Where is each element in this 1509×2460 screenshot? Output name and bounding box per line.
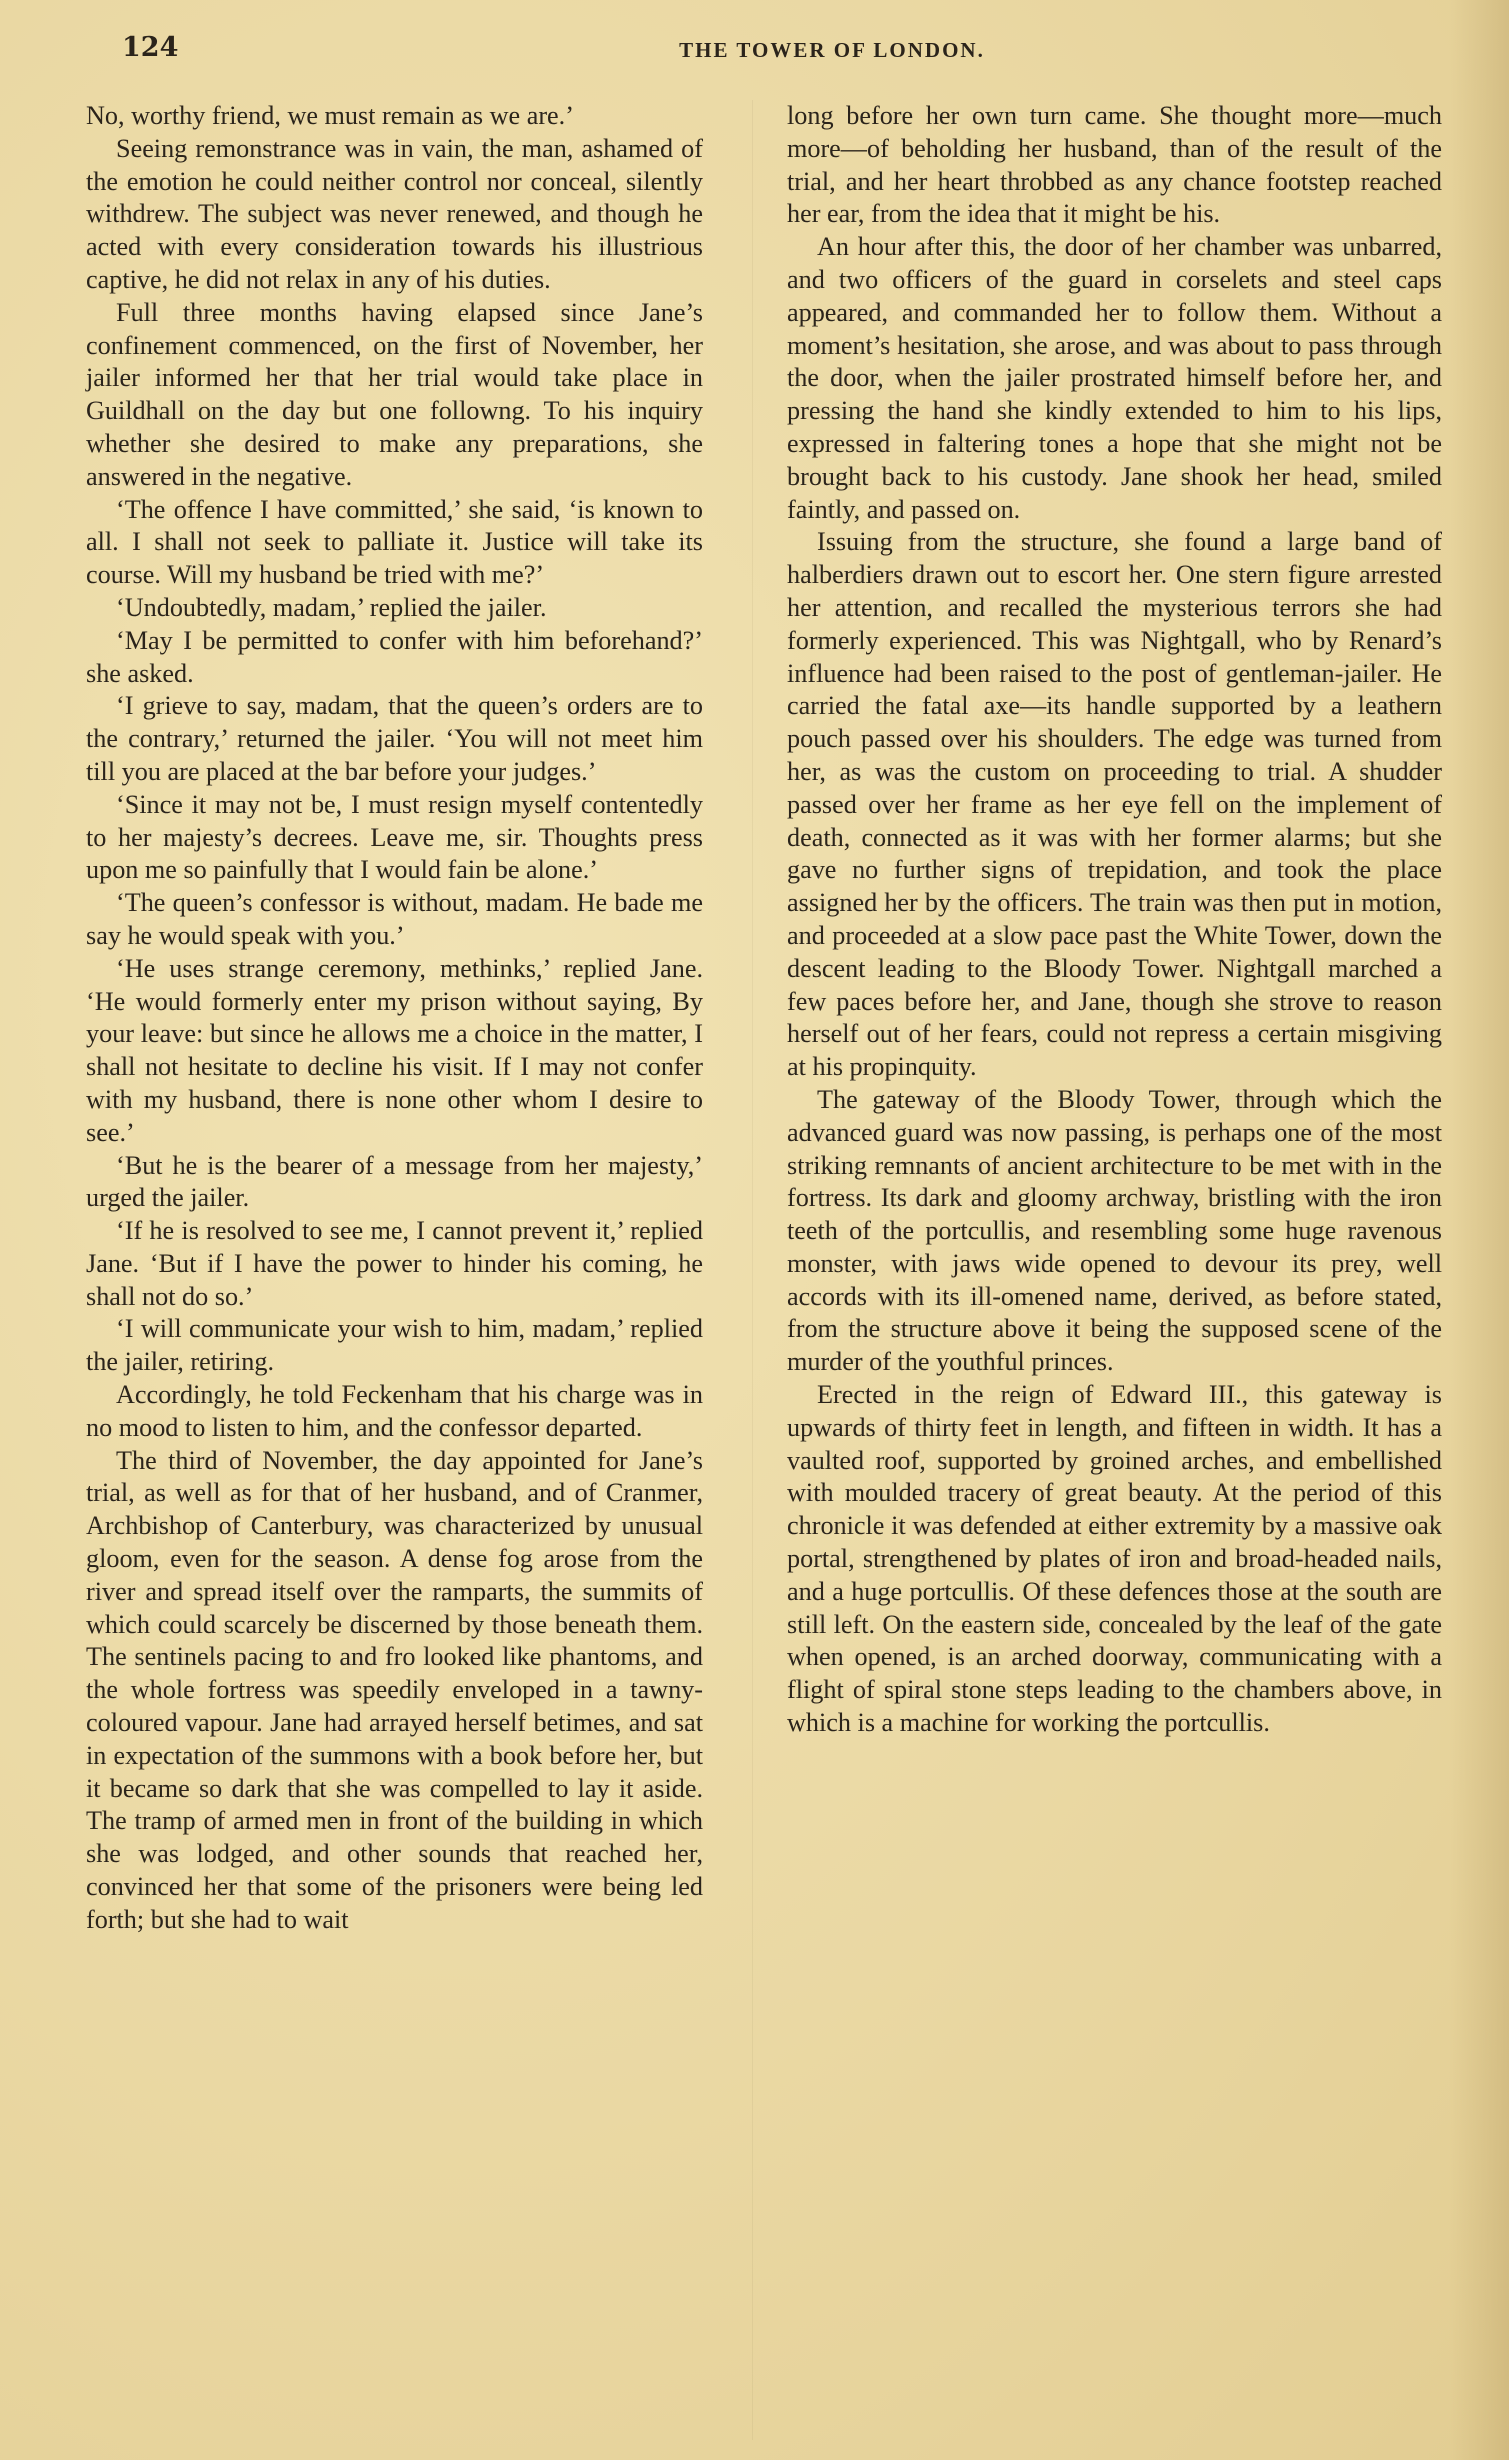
paragraph: ‘I will communicate your wish to him, madam,’ replied the jailer, retiring.	[86, 1314, 703, 1377]
paragraph: The gateway of the Bloody Tower, through which the advanced guard was now passing, is perhaps one of the most striking remnants of ancient architecture to be met with in the fortress. Its dark and gloomy archway, bristling with the iron teeth of the portcullis, and resembling some huge ravenous monster, with jaws wide opened to devour its prey, well accords with its ill-omened name, derived, as before stated, from the structure above it being the supposed scene of the murder of the youthful princes.	[787, 1084, 1442, 1377]
page-number: 124	[122, 32, 179, 63]
paragraph: The third of November, the day appointed for Jane’s trial, as well as for that of her husband, and of Cranmer, Archbishop of Canterbury, was characterized by unusual gloom, even for the season. A dense fog arose from the river and spread itself over the ramparts, the summits of which could scarcely be discerned by those beneath them. The sentinels pacing to and fro looked like phantoms, and the whole fortress was speedily enveloped in a tawny-coloured vapour. Jane had arrayed herself betimes, and sat in expectation of the summons with a book before her, but it became so dark that she was compelled to lay it aside. The tramp of armed men in front of the building in which she was lodged, and other sounds that reached her, convinced her that some of the prisoners were being led forth; but she had to wait	[86, 1445, 703, 1934]
paragraph: Seeing remonstrance was in vain, the man, ashamed of the emotion he could neither control nor conceal, silently withdrew. The subject was never renewed, and though he acted with every consideration towards his illustrious captive, he did not relax in any of his duties.	[86, 133, 703, 294]
page-edge-shadow	[1449, 0, 1509, 2460]
paragraph: Full three months having elapsed since Jane’s confinement commenced, on the first of November, her jailer informed her that her trial would take place in Guildhall on the day but one followng. To his inquiry whether she desired to make any preparations, she answered in the negative.	[86, 297, 703, 491]
paragraph: ‘Undoubtedly, madam,’ replied the jailer.	[116, 592, 547, 622]
page-header	[122, 32, 1452, 72]
paragraph: Issuing from the structure, she found a large band of halberdiers drawn out to escort her. One stern figure arrested her attention, and recalled the mysterious terrors she had formerly experienced. This was Nightgall, who by Renard’s influence had been raised to the post of gentleman-jailer. He carried the fatal axe—its handle supported by a leathern pouch passed over his shoulders. The edge was turned from her, as was the custom on proceeding to trial. A shudder passed over her frame as her eye fell on the implement of death, connected as it was with her former alarms; but she gave no further signs of trepidation, and took the place assigned her by the officers. The train was then put in motion, and proceeded at a slow pace past the White Tower, down the descent leading to the Bloody Tower. Nightgall marched a few paces before her, and Jane, though she strove to reason herself out of her fears, could not repress a certain misgiving at his propinquity.	[787, 527, 1442, 1082]
paragraph: ‘Since it may not be, I must resign myself contentedly to her majesty’s decrees. Leave me, sir. Thoughts press upon me so painfully that I would fain be alone.’	[86, 789, 703, 885]
paragraph: Erected in the reign of Edward III., this gateway is upwards of thirty feet in length, and fifteen in width. It has a vaulted roof, supported by groined arches, and embellished with moulded tracery of great beauty. At the period of this chronicle it was defended at either extremity by a massive oak portal, strengthened by plates of iron and broad-headed nails, and a huge portcullis. Of these defences those at the south are still left. On the eastern side, concealed by the leaf of the gate when opened, is an arched doorway, communicating with a flight of spiral stone steps leading to the chambers above, in which is a machine for working the portcullis.	[787, 1380, 1442, 1738]
paragraph: No, worthy friend, we must remain as we are.’	[86, 101, 574, 130]
paragraph: ‘If he is resolved to see me, I cannot prevent it,’ replied Jane. ‘But if I have the power to hinder his coming, he shall not do so.’	[86, 1216, 703, 1311]
paragraph: Accordingly, he told Feckenham that his charge was in no mood to listen to him, and the confessor departed.	[86, 1380, 703, 1442]
column-divider	[752, 100, 753, 2440]
paragraph: ‘The offence I have committed,’ she said, ‘is known to all. I shall not seek to palliate it. Justice will take its course. Will my husband be tried with me?’	[86, 494, 703, 590]
text-column-right	[787, 100, 1442, 1740]
paragraph: long before her own turn came. She thought more—much more—of beholding her husband, than of the result of the trial, and her heart throbbed as any chance footstep reached her ear, from the idea that it might be his.	[787, 101, 1442, 229]
paragraph: ‘But he is the bearer of a message from her majesty,’ urged the jailer.	[86, 1150, 703, 1213]
text-column-left	[86, 100, 703, 1937]
running-title: THE TOWER OF LONDON.	[679, 38, 985, 62]
paragraph: ‘He uses strange ceremony, methinks,’ replied Jane. ‘He would formerly enter my prison without saying, By your leave: but since he allows me a choice in the matter, I shall not hesitate to decline his visit. If I may not confer with my husband, there is none other whom I desire to see.’	[86, 953, 703, 1147]
paragraph: An hour after this, the door of her chamber was unbarred, and two officers of the guard in corselets and steel caps appeared, and commanded her to follow them. Without a moment’s hesitation, she arose, and was about to pass through the door, when the jailer prostrated himself before her, and pressing the hand she kindly extended to him to his lips, expressed in faltering tones a hope that she might not be brought back to his custody. Jane shook her head, smiled faintly, and passed on.	[787, 232, 1442, 524]
paragraph: ‘I grieve to say, madam, that the queen’s orders are to the contrary,’ returned the jailer. ‘You will not meet him till you are placed at the bar before your judges.’	[86, 691, 703, 786]
paragraph: ‘May I be permitted to confer with him beforehand?’ she asked.	[86, 625, 703, 688]
paragraph: ‘The queen’s confessor is without, madam. He bade me say he would speak with you.’	[86, 888, 703, 950]
